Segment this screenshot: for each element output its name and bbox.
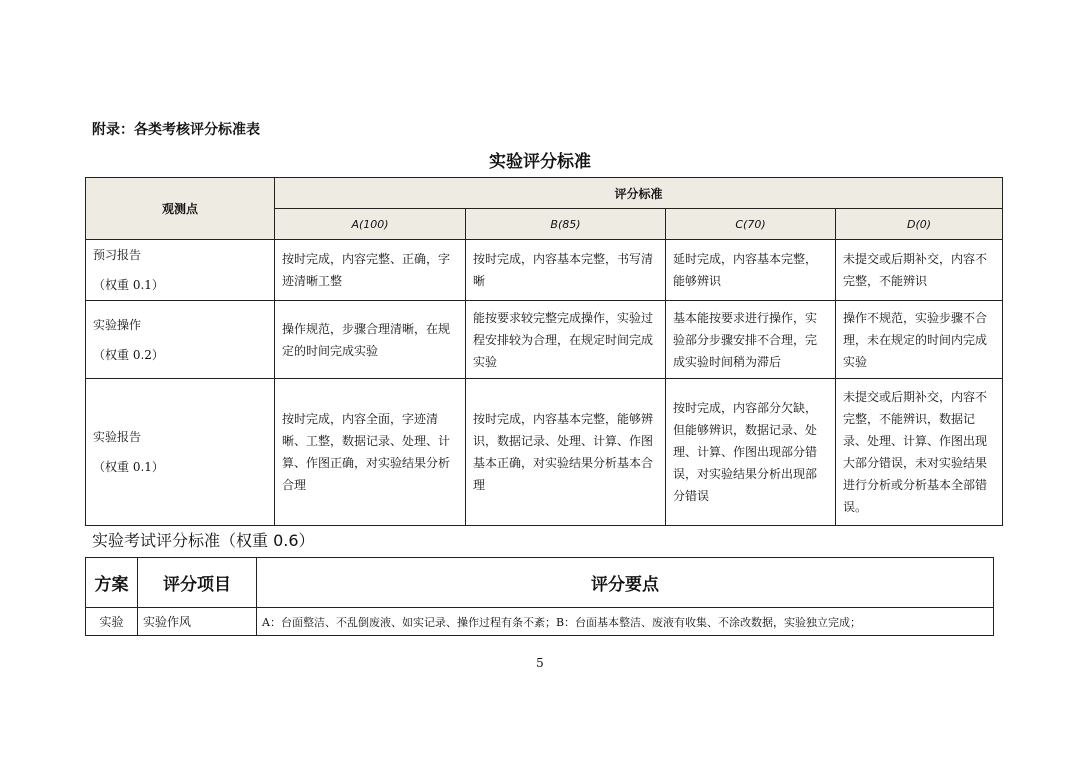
- exam-scoring-title: 实验考试评分标准（权重 0.6）: [92, 531, 315, 550]
- criteria-cell: 能按要求较完整完成操作，实验过程安排较为合理，在规定时间完成实验: [466, 301, 666, 379]
- header-observation: 观测点: [86, 178, 275, 240]
- header-plan: 方案: [86, 558, 138, 608]
- criteria-cell: 按时完成，内容基本完整，能够辨识，数据记录、处理、计算、作图基本正确，对实验结果分析基本合理: [466, 379, 666, 526]
- header-criteria: 评分标准: [275, 178, 1003, 209]
- observation-name: 预习报告: [93, 248, 142, 262]
- observation-name: 实验操作: [93, 317, 142, 332]
- experiment-scoring-title: 实验评分标准: [489, 152, 591, 172]
- table-row: [86, 301, 1003, 379]
- table-row: [86, 379, 1003, 526]
- header-item: 评分项目: [138, 558, 257, 608]
- observation-weight: （权重 0.2）: [93, 347, 164, 362]
- appendix-heading: 附录：各类考核评分标准表: [92, 122, 260, 138]
- points-cell: A：台面整洁、不乱倒废液、如实记录、操作过程有条不紊；B：台面基本整洁、废液有收集、不涂改数据，实验独立完成；: [257, 608, 994, 636]
- criteria-cell: 操作不规范，实验步骤不合理，未在规定的时间内完成实验: [836, 301, 1003, 379]
- criteria-cell: 操作规范，步骤合理清晰，在规定的时间完成实验: [275, 301, 466, 379]
- table-row: [86, 608, 994, 636]
- observation-weight: （权重 0.1）: [93, 278, 164, 292]
- observation-cell: [86, 379, 275, 526]
- grade-a-header: A(100): [275, 209, 466, 240]
- criteria-cell: 未提交或后期补交，内容不完整，不能辨识，数据记录、处理、计算、作图出现大部分错误，未对实验结果进行分析或分析基本全部错误。: [836, 379, 1003, 526]
- experiment-scoring-table: [85, 177, 1003, 526]
- criteria-cell: 按时完成，内容全面，字迹清晰、工整，数据记录、处理、计算、作图正确，对实验结果分析合理: [275, 379, 466, 526]
- observation-cell: [86, 301, 275, 379]
- criteria-cell: 未提交或后期补交，内容不完整，不能辨识: [836, 240, 1003, 301]
- criteria-cell: 基本能按要求进行操作，实验部分步骤安排不合理，完成实验时间稍为滞后: [666, 301, 836, 379]
- grade-c-header: C(70): [666, 209, 836, 240]
- observation-cell: [86, 240, 275, 301]
- grade-b-header: B(85): [466, 209, 666, 240]
- criteria-cell: 按时完成，内容部分欠缺，但能够辨识，数据记录、处理、计算、作图出现部分错误，对实验结果分析出现部分错误: [666, 379, 836, 526]
- observation-weight: （权重 0.1）: [93, 460, 164, 474]
- table-row: [86, 240, 1003, 301]
- exam-scoring-table: [85, 557, 994, 636]
- observation-name: 实验报告: [93, 430, 142, 444]
- page-number: 5: [536, 656, 544, 670]
- header-points: 评分要点: [257, 558, 994, 608]
- criteria-cell: 延时完成，内容基本完整，能够辨识: [666, 240, 836, 301]
- criteria-cell: 按时完成，内容基本完整，书写清晰: [466, 240, 666, 301]
- item-cell: 实验作风: [138, 608, 257, 636]
- criteria-cell: 按时完成，内容完整、正确，字迹清晰工整: [275, 240, 466, 301]
- grade-d-header: D(0): [836, 209, 1003, 240]
- plan-cell: 实验: [86, 608, 138, 636]
